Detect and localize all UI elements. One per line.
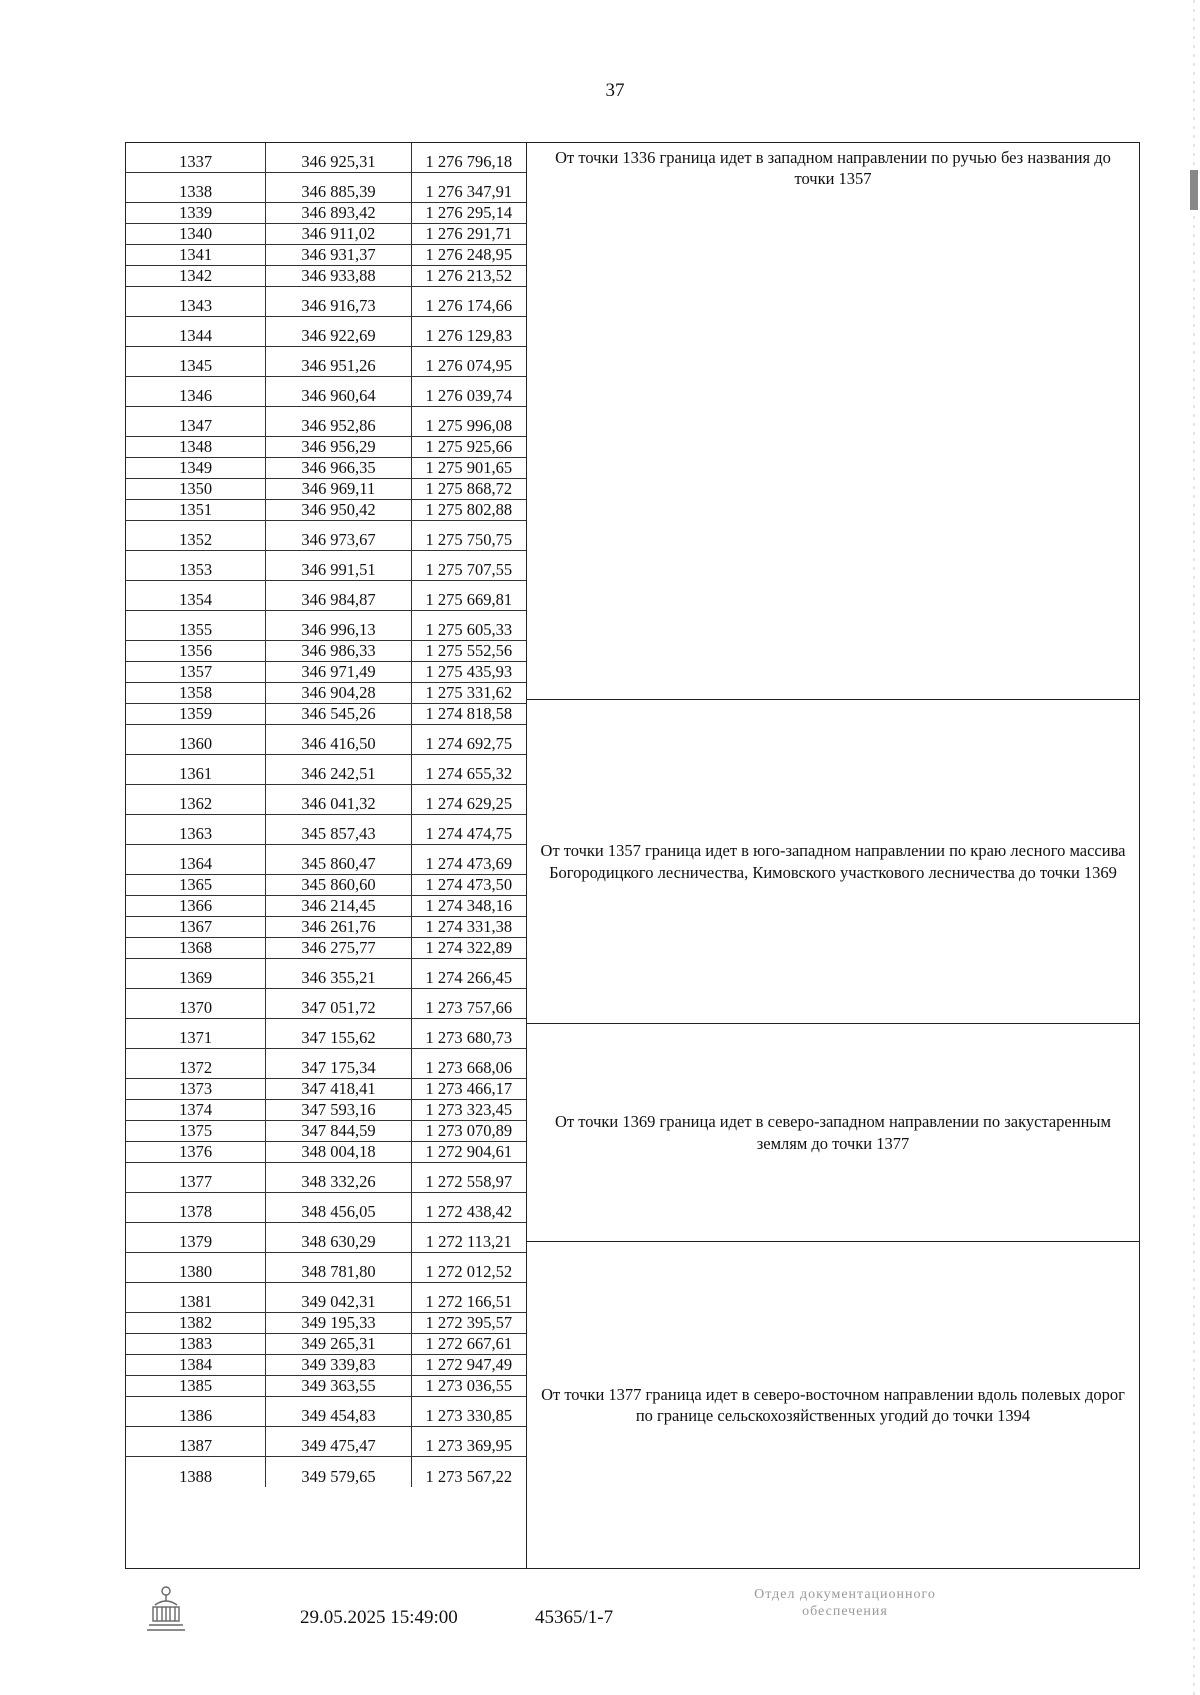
coordinate-x: 345 860,60 — [266, 875, 411, 895]
coordinate-x: 346 916,73 — [266, 287, 411, 316]
point-number: 1349 — [126, 458, 266, 478]
page-number: 37 — [605, 80, 625, 101]
point-number: 1371 — [126, 1019, 266, 1048]
point-number: 1339 — [126, 203, 266, 223]
point-number: 1356 — [126, 641, 266, 661]
coordinate-y: 1 275 605,33 — [425, 619, 513, 639]
point-number: 1359 — [126, 704, 266, 724]
table-row — [126, 317, 526, 347]
point-number: 1388 — [126, 1457, 266, 1487]
coordinate-x: 346 971,49 — [266, 662, 411, 682]
coordinate-x: 346 956,29 — [266, 437, 411, 457]
coordinate-x: 346 960,64 — [266, 377, 411, 406]
coordinate-x: 346 904,28 — [266, 683, 411, 703]
coordinate-y: 1 274 473,69 — [425, 853, 513, 873]
coordinate-x: 346 952,86 — [266, 407, 411, 436]
coordinate-x: 349 475,47 — [266, 1427, 411, 1456]
table-row — [126, 725, 526, 755]
coordinate-y: 1 273 567,22 — [425, 1466, 513, 1486]
coordinate-y: 1 274 348,16 — [425, 895, 513, 915]
boundary-description-3: От точки 1369 граница идет в северо-западном направлении по закустаренным землям до точки 1377 — [527, 1024, 1139, 1242]
coordinate-y: 1 275 750,75 — [425, 529, 513, 549]
table-row — [126, 437, 526, 458]
table-row — [126, 917, 526, 938]
coordinate-y: 1 272 438,42 — [425, 1201, 513, 1221]
table-row — [126, 662, 526, 683]
table-row — [126, 611, 526, 641]
coordinate-y: 1 274 692,75 — [425, 733, 513, 753]
coordinate-x: 346 355,21 — [266, 959, 411, 988]
table-row — [126, 1376, 526, 1397]
table-row — [126, 1253, 526, 1283]
coordinate-y: 1 275 996,08 — [425, 415, 513, 435]
coordinate-y: 1 276 074,95 — [425, 355, 513, 375]
point-number: 1343 — [126, 287, 266, 316]
table-row — [126, 143, 526, 173]
point-number: 1360 — [126, 725, 266, 754]
table-row — [126, 938, 526, 959]
table-row — [126, 1049, 526, 1079]
coordinate-x: 346 416,50 — [266, 725, 411, 754]
coordinate-y: 1 273 757,66 — [425, 997, 513, 1017]
boundary-descriptions — [527, 143, 1139, 1568]
coordinate-y: 1 276 796,18 — [425, 151, 513, 171]
coordinate-y: 1 274 474,75 — [425, 823, 513, 843]
coordinate-x: 347 418,41 — [266, 1079, 411, 1099]
point-number: 1362 — [126, 785, 266, 814]
coordinate-y: 1 274 655,32 — [425, 763, 513, 783]
table-row — [126, 845, 526, 875]
emblem-icon — [145, 1583, 187, 1635]
table-row — [126, 500, 526, 521]
table-row — [126, 1142, 526, 1163]
coordinate-y: 1 274 266,45 — [425, 967, 513, 987]
point-number: 1350 — [126, 479, 266, 499]
point-number: 1353 — [126, 551, 266, 580]
coordinate-x: 346 966,35 — [266, 458, 411, 478]
coordinate-y: 1 273 680,73 — [425, 1027, 513, 1047]
table-row — [126, 458, 526, 479]
coordinate-y: 1 275 901,65 — [425, 457, 513, 477]
coordinate-x: 346 996,13 — [266, 611, 411, 640]
coordinate-x: 347 155,62 — [266, 1019, 411, 1048]
table-row — [126, 755, 526, 785]
coordinate-y: 1 273 466,17 — [425, 1078, 513, 1098]
table-row — [126, 479, 526, 500]
stamp-line-2: обеспечения — [802, 1603, 888, 1619]
coordinate-y: 1 276 291,71 — [425, 223, 513, 243]
table-row — [126, 785, 526, 815]
point-number: 1372 — [126, 1049, 266, 1078]
coordinate-y: 1 273 369,95 — [425, 1435, 513, 1455]
coordinate-x: 346 242,51 — [266, 755, 411, 784]
point-number: 1355 — [126, 611, 266, 640]
point-number: 1342 — [126, 266, 266, 286]
coordinate-y: 1 276 129,83 — [425, 325, 513, 345]
coordinate-x: 346 214,45 — [266, 896, 411, 916]
table-row — [126, 347, 526, 377]
coordinate-y: 1 272 904,61 — [425, 1141, 513, 1161]
table-row — [126, 287, 526, 317]
table-row — [126, 875, 526, 896]
boundary-description-1: От точки 1336 граница идет в западном направлении по ручью без названия до точки 1357 — [527, 143, 1139, 700]
coordinate-x: 346 931,37 — [266, 245, 411, 265]
point-number: 1357 — [126, 662, 266, 682]
coordinate-y: 1 275 552,56 — [425, 640, 513, 660]
coordinate-y: 1 272 947,49 — [425, 1354, 513, 1374]
coordinate-y: 1 272 012,52 — [425, 1261, 513, 1281]
document-number: 45365/1-7 — [535, 1607, 614, 1628]
table-row — [126, 1334, 526, 1355]
boundary-description-4: От точки 1377 граница идет в северо-восточном направлении вдоль полевых дорог по границе сельскохозяйственных угодий до точки 1394 — [541, 1384, 1125, 1425]
coordinate-x: 345 860,47 — [266, 845, 411, 874]
coordinate-x: 347 175,34 — [266, 1049, 411, 1078]
coordinate-x: 349 454,83 — [266, 1397, 411, 1426]
coordinate-x: 346 545,26 — [266, 704, 411, 724]
table-row — [126, 1223, 526, 1253]
table-row — [126, 1100, 526, 1121]
table-row — [126, 203, 526, 224]
point-number: 1386 — [126, 1397, 266, 1426]
point-number: 1367 — [126, 917, 266, 937]
coordinate-x: 347 051,72 — [266, 989, 411, 1018]
point-number: 1373 — [126, 1079, 266, 1099]
coordinate-y: 1 275 868,72 — [425, 478, 513, 498]
table-row — [126, 1457, 526, 1487]
point-number: 1344 — [126, 317, 266, 346]
point-number: 1375 — [126, 1121, 266, 1141]
table-row — [126, 224, 526, 245]
coordinates-table — [125, 142, 1140, 1569]
table-row — [126, 1163, 526, 1193]
table-row — [126, 581, 526, 611]
point-number: 1361 — [126, 755, 266, 784]
table-row — [126, 551, 526, 581]
coordinate-y: 1 276 347,91 — [425, 181, 513, 201]
coordinate-y: 1 275 925,66 — [425, 436, 513, 456]
point-number: 1351 — [126, 500, 266, 520]
coordinate-x: 349 042,31 — [266, 1283, 411, 1312]
coordinate-x: 348 630,29 — [266, 1223, 411, 1252]
point-number: 1378 — [126, 1193, 266, 1222]
point-number: 1381 — [126, 1283, 266, 1312]
point-number: 1383 — [126, 1334, 266, 1354]
coordinate-y: 1 275 435,93 — [425, 661, 513, 681]
point-number: 1380 — [126, 1253, 266, 1282]
coordinate-x: 347 844,59 — [266, 1121, 411, 1141]
coordinate-y: 1 276 039,74 — [425, 385, 513, 405]
coordinate-y: 1 273 668,06 — [425, 1057, 513, 1077]
coordinate-y: 1 274 331,38 — [425, 916, 513, 936]
coordinate-y: 1 274 629,25 — [425, 793, 513, 813]
coordinate-x: 349 363,55 — [266, 1376, 411, 1396]
table-row — [126, 959, 526, 989]
point-number: 1369 — [126, 959, 266, 988]
point-number: 1352 — [126, 521, 266, 550]
coordinate-x: 349 579,65 — [266, 1457, 411, 1487]
table-row — [126, 1397, 526, 1427]
coordinate-x: 346 893,42 — [266, 203, 411, 223]
table-row — [126, 815, 526, 845]
table-row — [126, 1355, 526, 1376]
coordinate-x: 346 275,77 — [266, 938, 411, 958]
coordinate-y: 1 272 558,97 — [425, 1171, 513, 1191]
coordinate-x: 347 593,16 — [266, 1100, 411, 1120]
coordinate-y: 1 273 323,45 — [425, 1099, 513, 1119]
point-number: 1345 — [126, 347, 266, 376]
point-number: 1358 — [126, 683, 266, 703]
point-number: 1347 — [126, 407, 266, 436]
coordinate-y: 1 272 113,21 — [425, 1231, 512, 1251]
coordinate-y: 1 272 166,51 — [425, 1291, 513, 1311]
table-row — [126, 896, 526, 917]
table-row — [126, 1313, 526, 1334]
coordinate-y: 1 275 331,62 — [425, 682, 513, 702]
table-row — [126, 266, 526, 287]
table-row — [126, 407, 526, 437]
coordinate-x: 346 991,51 — [266, 551, 411, 580]
coordinate-x: 349 195,33 — [266, 1313, 411, 1333]
point-number: 1382 — [126, 1313, 266, 1333]
table-row — [126, 1121, 526, 1142]
table-row — [126, 1019, 526, 1049]
coordinate-x: 346 950,42 — [266, 500, 411, 520]
coordinate-x: 346 911,02 — [266, 224, 411, 244]
table-row — [126, 173, 526, 203]
coordinate-y: 1 272 667,61 — [425, 1333, 513, 1353]
point-number: 1370 — [126, 989, 266, 1018]
coordinate-x: 346 925,31 — [266, 143, 411, 172]
coordinate-x: 346 984,87 — [266, 581, 411, 610]
coordinates-columns — [126, 143, 527, 1568]
table-row — [126, 641, 526, 662]
table-row — [126, 377, 526, 407]
coordinate-x: 346 041,32 — [266, 785, 411, 814]
boundary-description-2: От точки 1357 граница идет в юго-западном направлении по краю лесного массива Богородицкого лесничества, Кимовского участкового лесничества до точки 1369 — [527, 700, 1139, 1024]
coordinate-y: 1 275 669,81 — [425, 589, 513, 609]
table-row — [126, 1193, 526, 1223]
point-number: 1385 — [126, 1376, 266, 1396]
point-number: 1340 — [126, 224, 266, 244]
coordinate-y: 1 276 295,14 — [425, 202, 513, 222]
coordinate-x: 348 781,80 — [266, 1253, 411, 1282]
scan-edge-marks — [1188, 0, 1200, 1695]
table-row — [126, 1427, 526, 1457]
coordinate-y: 1 275 802,88 — [425, 499, 513, 519]
department-stamp — [690, 1587, 1000, 1621]
coordinate-x: 346 973,67 — [266, 521, 411, 550]
coordinate-y: 1 272 395,57 — [425, 1312, 513, 1332]
point-number: 1341 — [126, 245, 266, 265]
point-number: 1368 — [126, 938, 266, 958]
stamp-line-1: Отдел документационного — [754, 1587, 936, 1602]
coordinate-y: 1 273 070,89 — [425, 1120, 513, 1140]
coordinate-y: 1 273 036,55 — [425, 1375, 513, 1395]
coordinate-x: 346 922,69 — [266, 317, 411, 346]
coordinate-y: 1 276 174,66 — [425, 295, 513, 315]
table-row — [126, 989, 526, 1019]
table-row — [126, 521, 526, 551]
coordinate-x: 346 885,39 — [266, 173, 411, 202]
point-number: 1384 — [126, 1355, 266, 1375]
point-number: 1366 — [126, 896, 266, 916]
coordinate-x: 346 986,33 — [266, 641, 411, 661]
point-number: 1374 — [126, 1100, 266, 1120]
point-number: 1379 — [126, 1223, 266, 1252]
point-number: 1376 — [126, 1142, 266, 1162]
coordinate-x: 346 933,88 — [266, 266, 411, 286]
coordinate-x: 348 004,18 — [266, 1142, 411, 1162]
point-number: 1377 — [126, 1163, 266, 1192]
point-number: 1387 — [126, 1427, 266, 1456]
coordinate-x: 349 339,83 — [266, 1355, 411, 1375]
coordinate-x: 346 969,11 — [266, 479, 411, 499]
table-row — [126, 1079, 526, 1100]
point-number: 1348 — [126, 437, 266, 457]
point-number: 1364 — [126, 845, 266, 874]
coordinate-x: 348 456,05 — [266, 1193, 411, 1222]
point-number: 1365 — [126, 875, 266, 895]
point-number: 1337 — [126, 143, 266, 172]
coordinate-x: 346 261,76 — [266, 917, 411, 937]
coordinate-y: 1 276 213,52 — [425, 265, 513, 285]
coordinate-y: 1 274 818,58 — [425, 703, 513, 723]
point-number: 1346 — [126, 377, 266, 406]
point-number: 1354 — [126, 581, 266, 610]
coordinate-y: 1 276 248,95 — [425, 244, 513, 264]
table-row — [126, 683, 526, 704]
coordinate-x: 348 332,26 — [266, 1163, 411, 1192]
page-footer — [0, 1587, 1200, 1655]
coordinate-x: 349 265,31 — [266, 1334, 411, 1354]
coordinate-y: 1 274 322,89 — [425, 937, 513, 957]
table-row — [126, 245, 526, 266]
coordinate-x: 346 951,26 — [266, 347, 411, 376]
coordinate-y: 1 273 330,85 — [425, 1405, 513, 1425]
table-row — [126, 704, 526, 725]
print-timestamp: 29.05.2025 15:49:00 — [300, 1607, 458, 1628]
coordinate-y: 1 274 473,50 — [425, 874, 513, 894]
point-number: 1363 — [126, 815, 266, 844]
table-row — [126, 1283, 526, 1313]
coordinate-x: 345 857,43 — [266, 815, 411, 844]
point-number: 1338 — [126, 173, 266, 202]
coordinate-y: 1 275 707,55 — [425, 559, 513, 579]
